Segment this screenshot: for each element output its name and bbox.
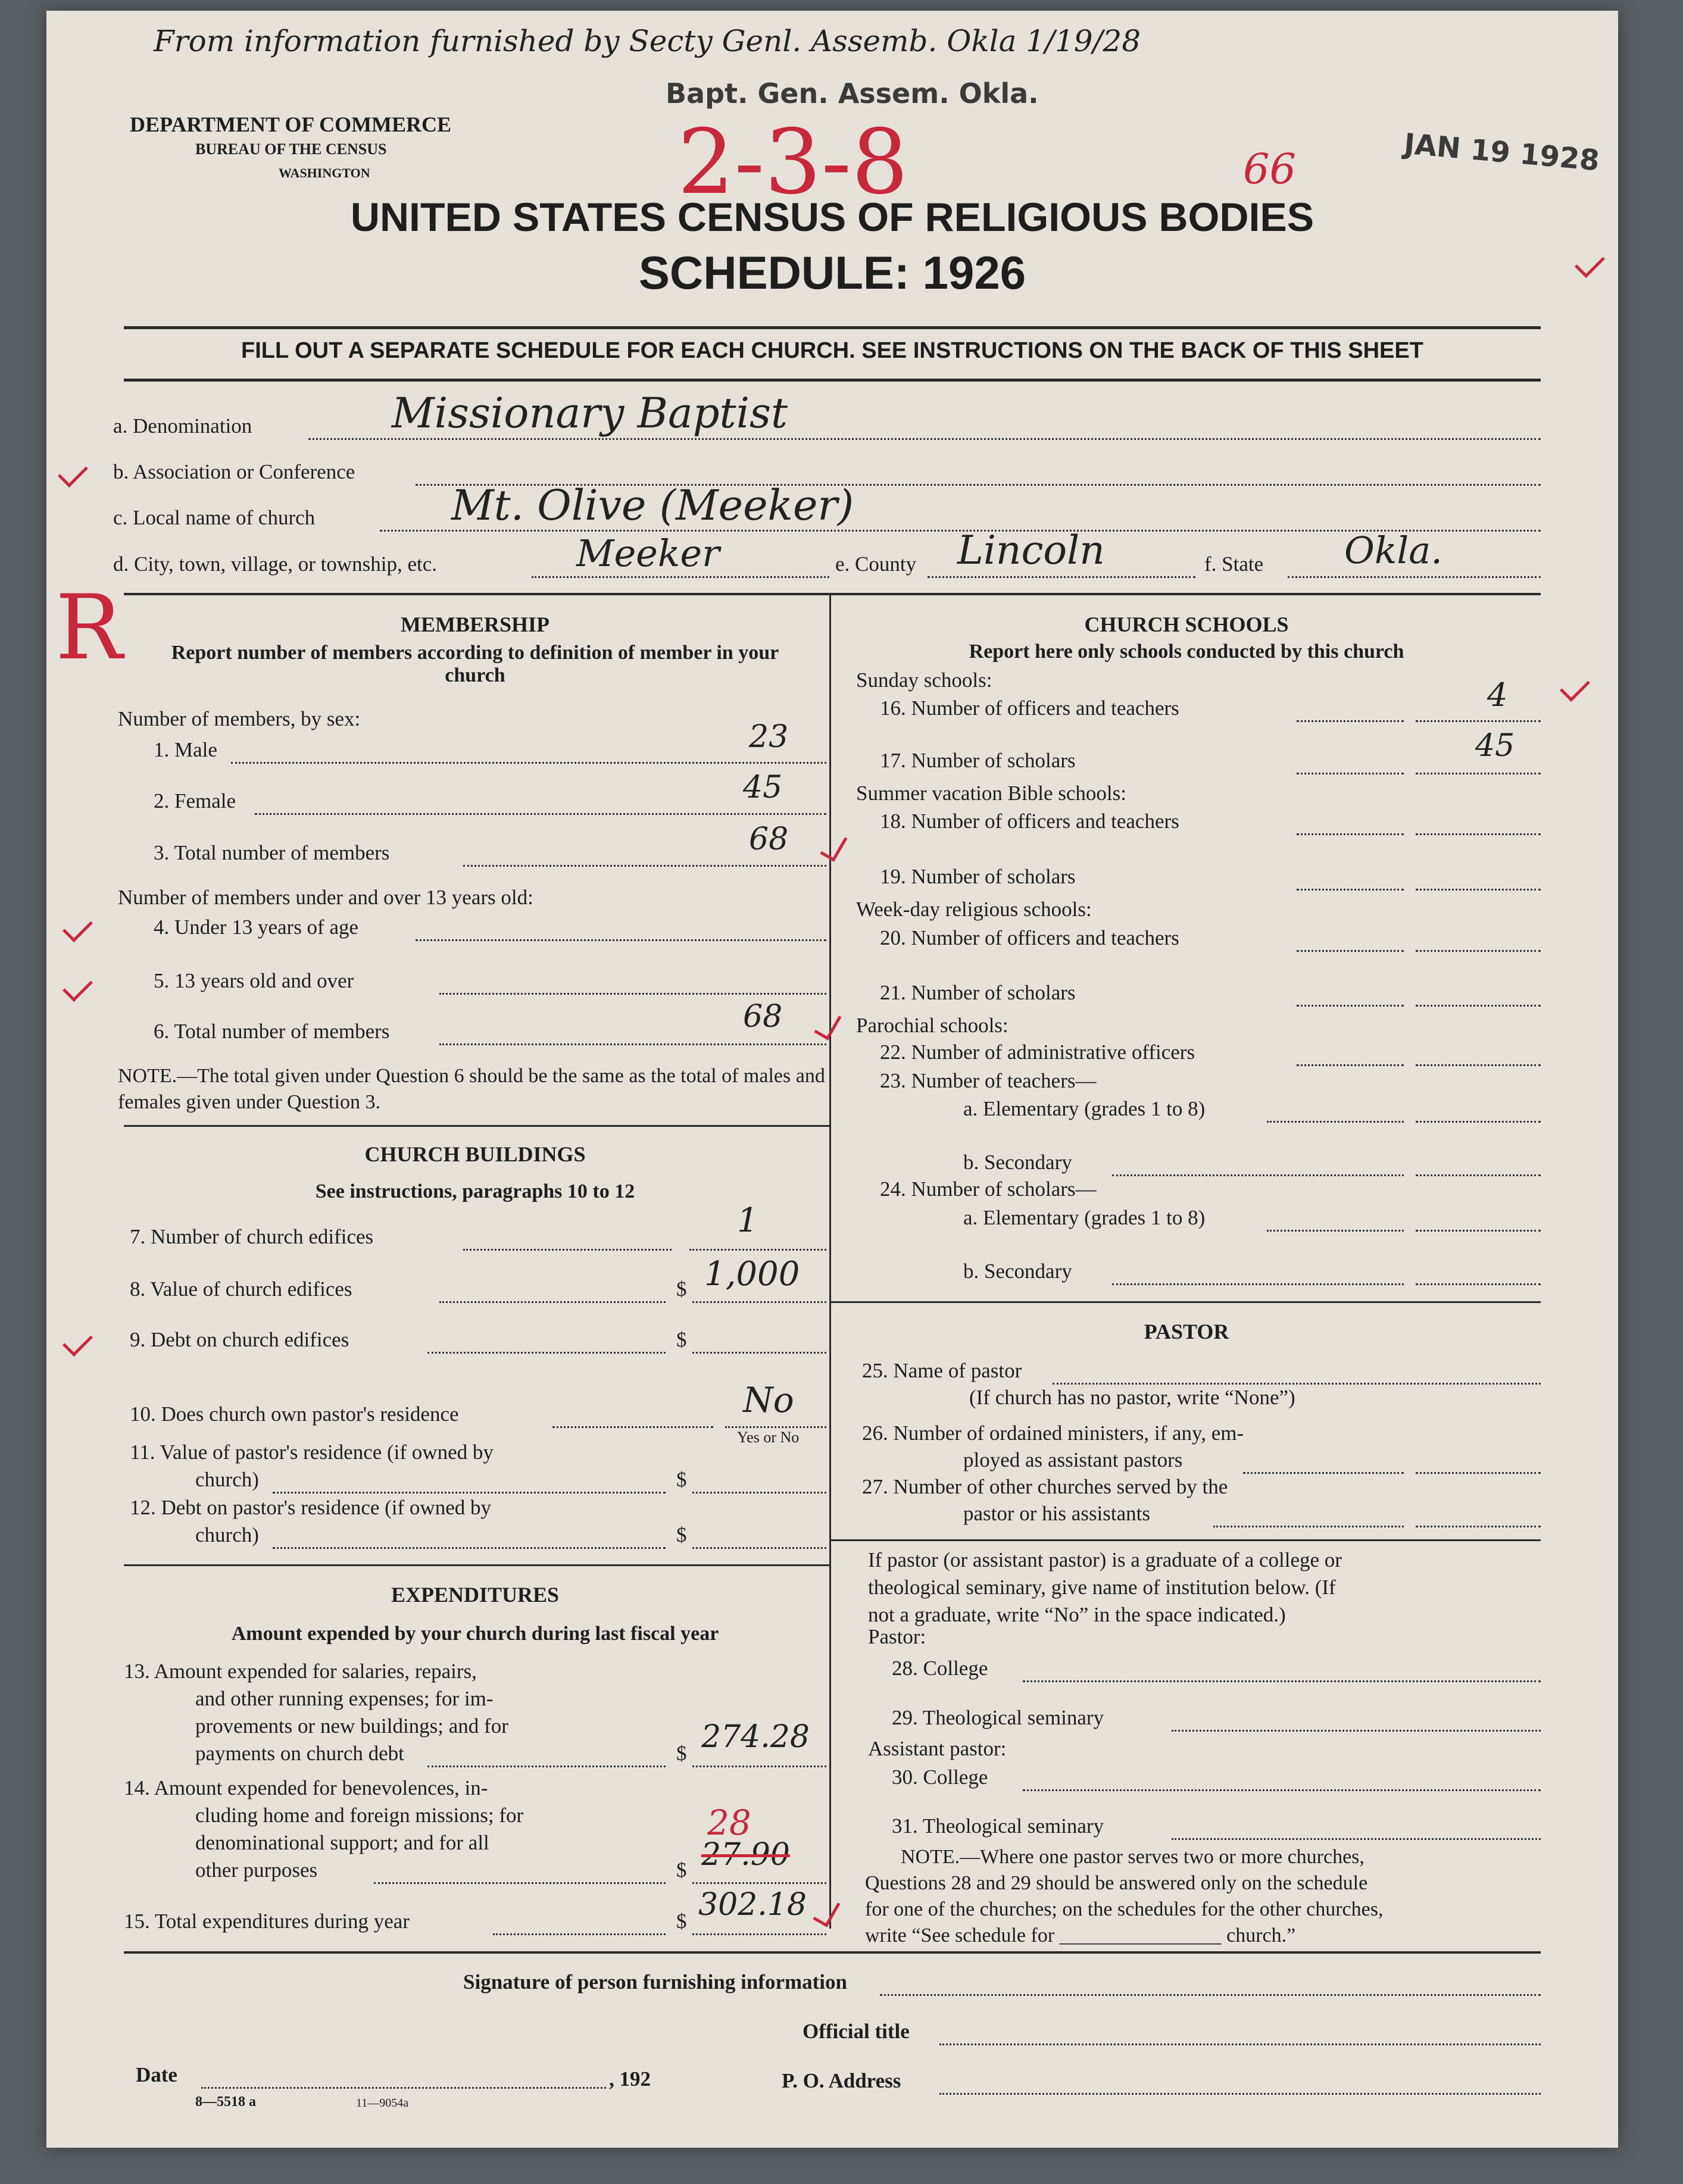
signature-label: Signature of person furnishing information — [463, 1970, 847, 1994]
form-number: 8—5518 a — [195, 2094, 256, 2110]
q25-note: (If church has no pastor, write “None”) — [969, 1386, 1295, 1409]
q20-label: 20. Number of officers and teachers — [880, 926, 1179, 949]
q16-answer-line — [1416, 720, 1541, 722]
q23b-line — [1112, 1174, 1404, 1176]
q11-line — [273, 1492, 666, 1494]
form-title: UNITED STATES CENSUS OF RELIGIOUS BODIES — [350, 195, 1314, 240]
q31-line — [1172, 1838, 1541, 1840]
q14-label-4: other purposes — [195, 1858, 318, 1882]
q23a-answer-line — [1416, 1121, 1541, 1123]
pastor-note-line: Questions 28 and 29 should be answered only on the schedule — [865, 1872, 1368, 1894]
red-check-mark — [1560, 671, 1590, 702]
q28-label: 28. College — [892, 1657, 988, 1680]
q24b-line — [1112, 1283, 1404, 1285]
q17-label: 17. Number of scholars — [880, 749, 1076, 772]
pastor-note-line: for one of the churches; on the schedules for the other churches, — [865, 1898, 1384, 1920]
q13-answer-line — [692, 1766, 826, 1767]
q6-line — [439, 1043, 826, 1045]
church-schools-sub: Report here only schools conducted by this church — [969, 640, 1404, 663]
q9-label: 9. Debt on church edifices — [130, 1328, 349, 1351]
q6-label: 6. Total number of members — [154, 1020, 390, 1043]
official-title-label: Official title — [803, 2020, 910, 2043]
q31-label: 31. Theological seminary — [892, 1814, 1104, 1838]
city-line — [532, 576, 829, 578]
q22-line — [1297, 1064, 1404, 1066]
print-number: 11—9054a — [356, 2096, 409, 2110]
q2-line — [255, 813, 826, 815]
census-schedule-sheet — [46, 11, 1618, 2148]
q26-answer-line — [1416, 1472, 1541, 1474]
state-label: f. State — [1204, 552, 1264, 576]
q20-line — [1297, 950, 1404, 952]
pastor-note — [865, 1844, 1383, 1949]
q2-value[interactable]: 45 — [743, 770, 783, 805]
red-check-mark — [58, 457, 88, 488]
q2-label: 2. Female — [154, 789, 236, 813]
pastor-note-line: NOTE.—Where one pastor serves two or more churches, — [901, 1846, 1364, 1868]
red-R-mark: R — [55, 576, 123, 680]
assistant-pastor-subheading: Assistant pastor: — [868, 1737, 1007, 1760]
rule — [124, 1951, 1541, 1954]
signature-line[interactable] — [880, 1994, 1541, 1996]
county-label: e. County — [835, 552, 917, 576]
q14-label-1: 14. Amount expended for benevolences, in- — [124, 1776, 488, 1799]
rule — [124, 379, 1541, 382]
q14-label-3: denominational support; and for all — [195, 1831, 489, 1854]
expenditures-heading: EXPENDITURES — [391, 1583, 560, 1607]
city-label: d. City, town, village, or township, etc. — [113, 552, 438, 576]
q28-line — [1023, 1680, 1541, 1682]
dollar-sign: $ — [676, 1468, 687, 1491]
q10-line — [552, 1426, 713, 1428]
q27-line — [1213, 1526, 1404, 1527]
summer-schools-label: Summer vacation Bible schools: — [856, 782, 1126, 805]
q12-line — [273, 1547, 666, 1549]
q6-value[interactable]: 68 — [743, 999, 783, 1035]
q26-label: 26. Number of ordained ministers, if any, em- — [862, 1421, 1244, 1445]
q24a-label: a. Elementary (grades 1 to 8) — [963, 1206, 1206, 1229]
pastor-note-line: write “See schedule for ________________ church.” — [865, 1924, 1296, 1946]
column-divider — [829, 595, 831, 1929]
q15-answer-line — [692, 1933, 826, 1935]
q13-value[interactable]: 274.28 — [701, 1719, 810, 1755]
parochial-schools-label: Parochial schools: — [856, 1014, 1008, 1037]
city-value[interactable]: Meeker — [576, 532, 720, 575]
q8-value[interactable]: 1,000 — [704, 1255, 800, 1293]
q24-label: 24. Number of scholars— — [880, 1177, 1097, 1201]
q13-label-3: provements or new buildings; and for — [195, 1714, 508, 1738]
association-label: b. Association or Conference — [113, 460, 355, 483]
q20-answer-line — [1416, 950, 1541, 952]
membership-intro: Report number of members according to definition of member in your church — [171, 642, 779, 686]
q18-answer-line — [1416, 833, 1541, 835]
q21-answer-line — [1416, 1005, 1541, 1007]
q19-line — [1297, 889, 1404, 891]
county-line — [928, 576, 1195, 578]
instruction-banner: FILL OUT A SEPARATE SCHEDULE FOR EACH CHURCH. SEE INSTRUCTIONS ON THE BACK OF THIS SHEET — [241, 338, 1423, 363]
members-by-age-label: Number of members under and over 13 years old: — [118, 886, 533, 909]
q9-line — [427, 1352, 666, 1354]
q24b-label: b. Secondary — [963, 1260, 1072, 1283]
q21-line — [1297, 1005, 1404, 1007]
q14-value[interactable]: 27.90 — [701, 1837, 790, 1873]
po-address-label: P. O. Address — [782, 2069, 901, 2092]
q9-answer-line — [692, 1352, 826, 1354]
q24b-answer-line — [1416, 1283, 1541, 1285]
county-value[interactable]: Lincoln — [957, 527, 1105, 573]
weekday-schools-label: Week-day religious schools: — [856, 898, 1092, 921]
dollar-sign: $ — [676, 1742, 687, 1765]
graduate-note-line: not a graduate, write “No” in the space indicated.) — [868, 1603, 1286, 1626]
q1-line — [231, 762, 826, 764]
q19-answer-line — [1416, 889, 1541, 891]
denomination-line — [308, 438, 1541, 440]
q27-answer-line — [1416, 1526, 1541, 1527]
official-title-line[interactable] — [939, 2044, 1541, 2045]
q30-line — [1023, 1789, 1541, 1791]
q22-answer-line — [1416, 1064, 1541, 1066]
red-number: 66 — [1243, 145, 1297, 193]
q24a-line — [1267, 1230, 1404, 1232]
q15-value[interactable]: 302.18 — [698, 1887, 807, 1923]
q4-line — [416, 939, 826, 941]
sunday-schools-label: Sunday schools: — [856, 668, 992, 692]
rule — [124, 1564, 829, 1566]
received-date-stamp: JAN 19 1928 — [1403, 127, 1601, 178]
q25-label: 25. Name of pastor — [862, 1359, 1022, 1382]
state-line — [1288, 576, 1541, 578]
q3-line — [463, 865, 826, 867]
q23a-label: a. Elementary (grades 1 to 8) — [963, 1097, 1206, 1120]
q8-line — [439, 1301, 666, 1303]
q5-label: 5. 13 years old and over — [154, 969, 354, 992]
q13-line — [427, 1766, 666, 1767]
buildings-heading: CHURCH BUILDINGS — [364, 1142, 586, 1166]
q21-label: 21. Number of scholars — [880, 981, 1076, 1004]
q7-value[interactable]: 1 — [737, 1201, 758, 1240]
graduate-note — [868, 1546, 1342, 1629]
q1-value[interactable]: 23 — [749, 719, 789, 755]
q11-label-cont: church) — [195, 1468, 259, 1491]
denomination-value[interactable]: Missionary Baptist — [392, 389, 788, 438]
organization-stamp: Bapt. Gen. Assem. Okla. — [666, 77, 1039, 110]
q14-answer-line — [692, 1882, 826, 1884]
dollar-sign: $ — [676, 1523, 687, 1546]
q7-label: 7. Number of church edifices — [130, 1225, 374, 1248]
q11-label: 11. Value of pastor's residence (if owned by — [130, 1441, 494, 1464]
schedule-year: SCHEDULE: 1926 — [638, 246, 1026, 299]
q26-line — [1243, 1472, 1404, 1474]
q18-label: 18. Number of officers and teachers — [880, 810, 1179, 833]
rule — [831, 1301, 1541, 1303]
yes-or-no-hint: Yes or No — [737, 1429, 800, 1446]
q26-label-cont: ployed as assistant pastors — [963, 1448, 1183, 1471]
red-check-mark — [63, 912, 93, 942]
graduate-note-line: If pastor (or assistant pastor) is a graduate of a college or — [868, 1548, 1342, 1571]
rule — [124, 593, 1541, 595]
state-value[interactable]: Okla. — [1344, 529, 1442, 572]
q14-label-2: cluding home and foreign missions; for — [195, 1804, 524, 1827]
red-check-mark — [63, 971, 93, 1002]
department-name: DEPARTMENT OF COMMERCE — [130, 113, 452, 136]
q10-value[interactable]: No — [743, 1380, 794, 1420]
q27-label-cont: pastor or his assistants — [963, 1502, 1151, 1525]
date-line[interactable] — [201, 2087, 606, 2089]
q13-label-1: 13. Amount expended for salaries, repairs, — [124, 1660, 477, 1683]
bureau-name: BUREAU OF THE CENSUS — [195, 140, 387, 158]
q23b-answer-line — [1416, 1174, 1541, 1176]
q10-answer-line — [725, 1426, 826, 1428]
q15-label: 15. Total expenditures during year — [124, 1910, 410, 1933]
dollar-sign: $ — [676, 1277, 687, 1301]
rule — [831, 1539, 1541, 1541]
q1-label: 1. Male — [154, 738, 217, 761]
q3-label: 3. Total number of members — [154, 841, 390, 864]
buildings-sub: See instructions, paragraphs 10 to 12 — [315, 1180, 635, 1202]
red-check-mark — [813, 1896, 841, 1927]
q3-value[interactable]: 68 — [749, 821, 789, 857]
q24a-answer-line — [1416, 1230, 1541, 1232]
red-code-number: 2-3-8 — [677, 111, 908, 214]
q17-answer-line — [1416, 773, 1541, 774]
rule — [124, 326, 1541, 329]
q12-label: 12. Debt on pastor's residence (if owned by — [130, 1496, 491, 1519]
city-name: WASHINGTON — [279, 165, 370, 180]
q15-line — [493, 1933, 666, 1935]
denomination-label: a. Denomination — [113, 414, 252, 438]
q17-value[interactable]: 45 — [1475, 728, 1515, 764]
q23a-line — [1267, 1121, 1404, 1123]
members-by-sex-label: Number of members, by sex: — [118, 707, 361, 730]
q8-answer-line — [692, 1301, 826, 1303]
dollar-sign: $ — [676, 1328, 687, 1351]
q4-label: 4. Under 13 years of age — [154, 916, 359, 939]
q5-line — [439, 993, 826, 995]
local-name-label: c. Local name of church — [113, 506, 316, 529]
local-name-value[interactable]: Mt. Olive (Meeker) — [451, 481, 854, 530]
q18-line — [1297, 833, 1404, 835]
red-check-mark — [820, 830, 848, 861]
date-label: Date — [136, 2063, 177, 2086]
membership-heading: MEMBERSHIP — [400, 613, 549, 636]
graduate-note-line: theological seminary, give name of institution below. (If — [868, 1576, 1336, 1599]
q23-label: 23. Number of teachers— — [880, 1069, 1097, 1092]
q8-label: 8. Value of church edifices — [130, 1277, 352, 1301]
q16-label: 16. Number of officers and teachers — [880, 696, 1179, 720]
q17-line — [1297, 773, 1404, 774]
q11-answer-line — [692, 1492, 826, 1494]
q12-answer-line — [692, 1547, 826, 1549]
q23b-label: b. Secondary — [963, 1151, 1072, 1174]
handwritten-source-note: From information furnished by Secty Genl. Assemb. Okla 1/19/28 — [154, 24, 1141, 58]
red-check-mark — [63, 1326, 93, 1357]
q16-line — [1297, 720, 1404, 722]
red-check-mark — [814, 1009, 842, 1040]
q22-label: 22. Number of administrative officers — [880, 1041, 1195, 1064]
year-suffix: , 192 — [609, 2067, 651, 2091]
po-address-line[interactable] — [939, 2093, 1541, 2095]
q27-label: 27. Number of other churches served by the — [862, 1475, 1228, 1498]
dollar-sign: $ — [676, 1910, 687, 1933]
church-schools-heading: CHURCH SCHOOLS — [1084, 613, 1289, 636]
q7-line — [463, 1249, 672, 1251]
q29-label: 29. Theological seminary — [892, 1706, 1104, 1729]
q13-label-4: payments on church debt — [195, 1742, 404, 1765]
q19-label: 19. Number of scholars — [880, 865, 1076, 888]
q16-value[interactable]: 4 — [1487, 676, 1508, 714]
q14-red-correction: 28 — [707, 1802, 751, 1843]
pastor-subheading: Pastor: — [868, 1625, 926, 1648]
q10-label: 10. Does church own pastor's residence — [130, 1402, 459, 1426]
q13-label-2: and other running expenses; for im- — [195, 1687, 494, 1710]
rule — [124, 1125, 829, 1127]
membership-note: NOTE.—The total given under Question 6 should be the same as the total of males and females given under Question 3. — [118, 1065, 825, 1113]
expenditures-sub: Amount expended by your church during last fiscal year — [231, 1623, 719, 1645]
q25-line — [1053, 1383, 1541, 1385]
dollar-sign: $ — [676, 1858, 687, 1882]
q30-label: 30. College — [892, 1766, 988, 1789]
q7-answer-line — [689, 1249, 826, 1251]
q14-line — [374, 1882, 666, 1884]
pastor-heading: PASTOR — [1144, 1320, 1229, 1343]
q12-label-cont: church) — [195, 1523, 259, 1546]
q29-line — [1172, 1730, 1541, 1732]
